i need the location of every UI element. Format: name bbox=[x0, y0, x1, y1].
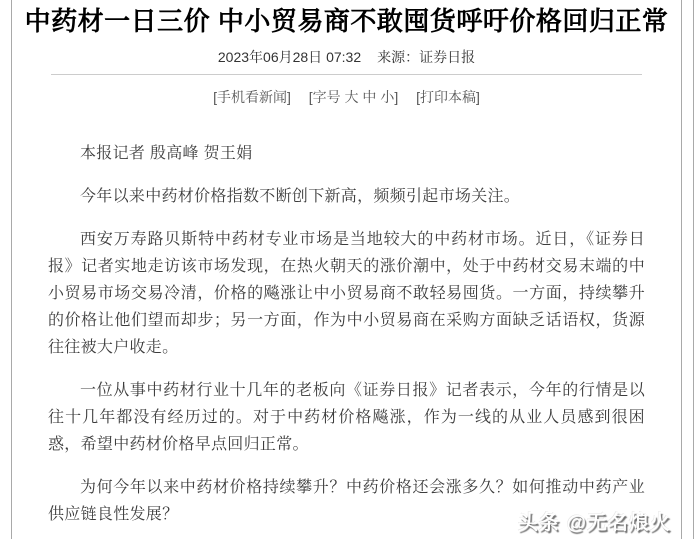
article-meta bbox=[12, 48, 681, 66]
byline: 本报记者 殷高峰 贺王娟 bbox=[80, 145, 253, 162]
toutiao-watermark: 头条 @无名烺火 bbox=[517, 512, 671, 534]
article-page bbox=[11, 0, 682, 539]
window-right-edge-line bbox=[693, 0, 694, 539]
article-body bbox=[48, 140, 645, 528]
source-label: 来源： bbox=[377, 49, 420, 65]
print-link[interactable]: [打印本稿] bbox=[416, 89, 480, 105]
paragraph-2: 西安万寿路贝斯特中药材专业市场是当地较大的中药材市场。近日，《证券日报》记者实地走访该市场发现，在热火朝天的涨价潮中，处于中药材交易末端的中小贸易市场交易冷清，价格的飚涨让中小贸易商不敢轻易囤货。一方面，持续攀升的价格让他们望而却步；另一方面，作为中小贸易商在采购方面缺乏话语权，货源往往被大户收走。 bbox=[48, 231, 645, 356]
paragraph-3: 一位从事中药材行业十几年的老板向《证券日报》记者表示，今年的行情是以往十几年都没有经历过的。对于中药材价格飚涨，作为一线的从业人员感到很困惑，希望中药材价格早点回归正常。 bbox=[48, 382, 645, 453]
mobile-view-link[interactable]: [手机看新闻] bbox=[213, 89, 291, 105]
header-divider bbox=[51, 74, 642, 75]
source-name-link[interactable]: 证券日报 bbox=[419, 49, 476, 65]
article-toolbar bbox=[12, 88, 681, 106]
article-title: 中药材一日三价 中小贸易商不敢囤货呼吁价格回归正常 bbox=[24, 6, 669, 36]
paragraph-4: 为何今年以来中药材价格持续攀升？中药价格还会涨多久？如何推动中药产业供应链良性发展？ bbox=[48, 479, 645, 523]
publish-datetime: 2023年06月28日 07:32 bbox=[217, 49, 362, 65]
paragraph-1: 今年以来中药材价格指数不断创下新高，频频引起市场关注。 bbox=[80, 188, 521, 205]
font-size-control[interactable]: [字号 大 中 小] bbox=[308, 89, 399, 105]
